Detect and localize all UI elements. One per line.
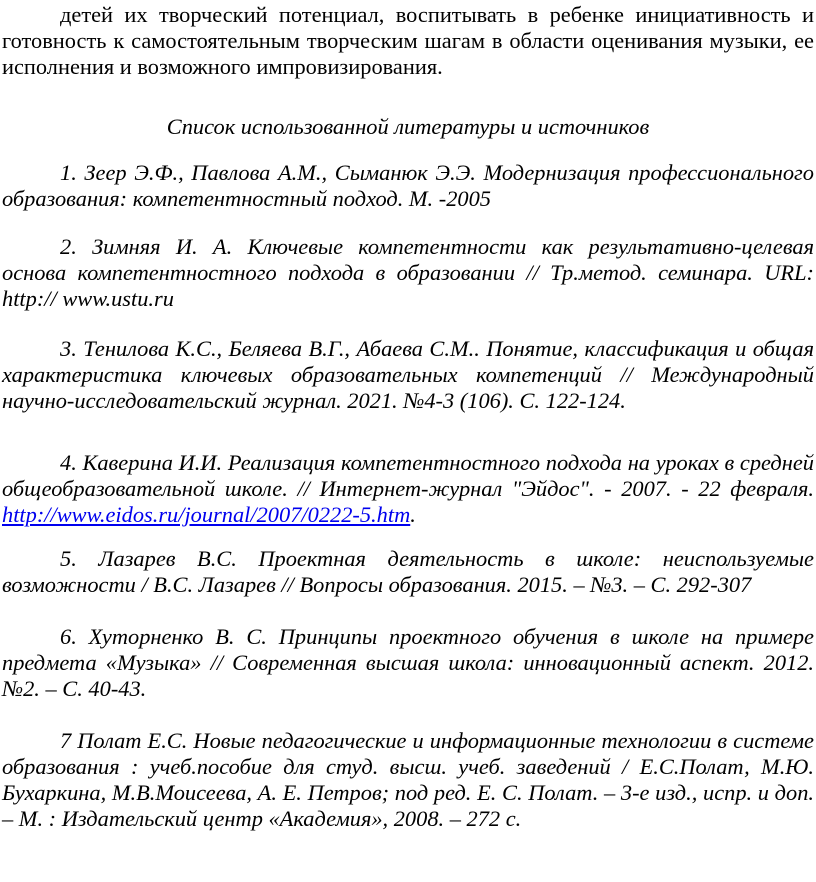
reference-item: 5. Лазарев В.С. Проектная деятельность в школе: неиспользуемые возможности / В.С. Лазарев // Вопросы образования. 2015. – №3. – С. 292-307 — [2, 546, 814, 597]
reference-item: 1. Зеер Э.Ф., Павлова А.М., Сыманюк Э.Э. Модернизация профессионального образования: компетентностный подход. М. -2005 — [2, 160, 814, 211]
intro-paragraph — [2, 2, 814, 80]
reference-item: 6. Хуторненко В. С. Принципы проектного обучения в школе на примере предмета «Музыка» // Современная высшая школа: инновационный аспект. 2012. №2. – С. 40-43. — [2, 624, 814, 701]
reference-item: 3. Тенилова К.С., Беляева В.Г., Абаева С.М.. Понятие, классификация и общая характеристика ключевых образовательных компетенций // Международный научно-исследовательский журнал. 2021. №4-3 (106). С. 122-124. — [2, 336, 814, 413]
reference-suffix: . — [410, 502, 416, 527]
reference-text: 4. Каверина И.И. Реализация компетентностного подхода на уроках в средней общеобразовательной школе. // Интернет-журнал "Эйдос". - 2007. - 22 февраля. — [2, 450, 814, 501]
reference-link[interactable]: http://www.eidos.ru/journal/2007/0222-5.htm — [2, 502, 411, 527]
reference-item: 2. Зимняя И. А. Ключевые компетентности как результативно-целевая основа компетентностного подхода в образовании // Тр.метод. семинара. URL: http:// www.ustu.ru — [2, 234, 814, 311]
reference-item: 7 Полат Е.С. Новые педагогические и информационные технологии в системе образования : учеб.пособие для студ. высш. учеб. заведений / Е.С.Полат, М.Ю. Бухаркина, М.В.Моисеева, А. Е. Петров; под ред. Е. С. Полат. – 3-е изд., испр. и доп. – М. : Издательский центр «Академия», 2008. – 272 с. — [2, 728, 814, 831]
intro-text: детей их творческий потенциал, воспитывать в ребенке инициативность и готовность к самостоятельным творческим шагам в области оценивания музыки, ее исполнения и возможного импровизирования. — [2, 2, 814, 79]
reference-item — [2, 450, 814, 528]
bibliography-title: Список использованной литературы и источников — [166, 114, 650, 139]
